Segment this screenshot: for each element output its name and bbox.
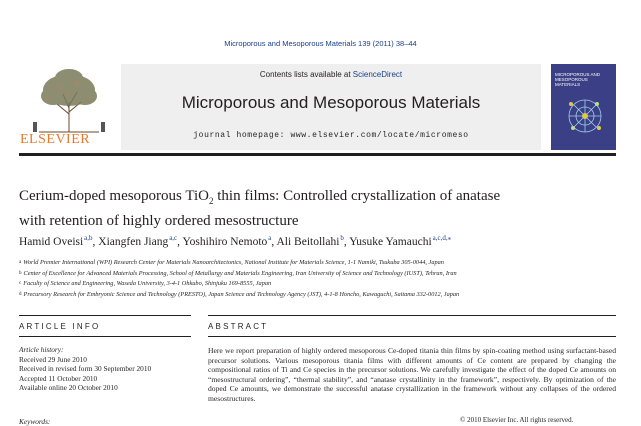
journal-cover-thumbnail[interactable] bbox=[551, 64, 616, 150]
journal-title: Microporous and Mesoporous Materials bbox=[181, 93, 481, 112]
author-separator: , bbox=[343, 235, 350, 248]
history-revised: Received in revised form 30 September 2010 bbox=[19, 364, 152, 374]
affiliation-mark: b bbox=[19, 270, 22, 276]
affiliation-item bbox=[19, 258, 619, 269]
author-affiliation-marks[interactable]: b bbox=[340, 234, 344, 242]
abstract-top-rule bbox=[208, 315, 616, 316]
abstract-text: Here we report preparation of highly ordered mesoporous Ce-doped titania thin films by spin-coating method using surfactant-based precursor solutions. Various mesoporous titania films with different amounts of Ce content are prepared by changing the compositional ratios of Ti and Ce species in the precursor solutions. We carefully investigate the effect of the doped Ce amounts on “mesostructural ordering”, “thermal stability”, and “anatase crystallinity in the framework”, respectively. By optimization of the doped Ce amounts, we demonstrate the successful anatase crystallization in the framework without any collapses of the ordered mesostructures. bbox=[208, 346, 616, 403]
contents-availability bbox=[121, 70, 541, 79]
cover-art-icon bbox=[551, 64, 616, 150]
affiliation-item bbox=[19, 269, 619, 280]
history-label: Article history: bbox=[19, 345, 64, 354]
author-name: Hamid Oveisi bbox=[19, 235, 84, 248]
author-name: Yoshihiro Nemoto bbox=[182, 235, 268, 248]
affiliation-text: Faculty of Science and Engineering, Waseda University, 3-4-1 Ohkubo, Shinjuku 169-8555, Japan bbox=[23, 280, 272, 287]
elsevier-wordmark: ELSEVIER bbox=[20, 132, 91, 147]
affiliation-mark: d bbox=[19, 291, 22, 297]
author-name: Ali Beitollahi bbox=[276, 235, 340, 248]
affiliation-text: World Premier International (WPI) Research Center for Materials Nanoarchitectonics, National Institute for Materials Science, 1-1 Namiki, Tsukuba 305-0044, Japan bbox=[23, 259, 444, 266]
author-name: Yusuke Yamauchi bbox=[349, 235, 432, 248]
affiliation-mark: c bbox=[19, 281, 22, 286]
title-part-2: thin films: Controlled crystallization of anatase bbox=[213, 188, 501, 204]
history-accepted: Accepted 11 October 2010 bbox=[19, 373, 98, 383]
author[interactable] bbox=[19, 236, 93, 248]
author[interactable] bbox=[183, 236, 272, 248]
article-info-heading: ARTICLE INFO bbox=[19, 322, 101, 331]
author-affiliation-marks[interactable]: a,c,d,⁎ bbox=[432, 234, 452, 242]
history-received: Received 29 June 2010 bbox=[19, 354, 87, 364]
journal-header-panel bbox=[121, 64, 541, 150]
homepage-link[interactable]: www.elsevier.com/locate/micromeso bbox=[290, 131, 469, 140]
affiliation-mark: a bbox=[19, 260, 22, 265]
abstract-heading: ABSTRACT bbox=[208, 322, 269, 331]
author[interactable] bbox=[349, 236, 451, 248]
title-subscript: 2 bbox=[209, 196, 214, 206]
author[interactable] bbox=[276, 236, 343, 248]
author[interactable] bbox=[98, 236, 177, 248]
affiliation-item bbox=[19, 290, 619, 301]
article-info-heading-rule bbox=[19, 336, 191, 337]
journal-citation[interactable]: Microporous and Mesoporous Materials 139 (2011) 38–44 bbox=[224, 39, 417, 48]
author-separator: , bbox=[271, 235, 277, 248]
homepage-prefix: journal homepage: bbox=[193, 131, 291, 140]
sciencedirect-link[interactable]: ScienceDirect bbox=[352, 70, 403, 79]
banner-divider bbox=[19, 153, 616, 156]
author-affiliation-marks[interactable]: a bbox=[268, 234, 272, 242]
article-title bbox=[19, 186, 619, 231]
elsevier-logo[interactable] bbox=[19, 64, 119, 150]
journal-banner bbox=[19, 64, 616, 154]
author-affiliation-marks[interactable]: a,b bbox=[84, 234, 93, 242]
contents-prefix: Contents lists available at bbox=[259, 70, 353, 79]
author-separator: , bbox=[177, 235, 183, 248]
elsevier-tree-icon bbox=[19, 64, 119, 134]
affiliation-text: Precursory Research for Embryonic Science and Technology (PRESTO), Japan Science and Technology Agency (JST), 4-1-8 Honcho, Kawaguchi, Saitama 332-0012, Japan bbox=[23, 290, 460, 298]
title-part-1: Cerium-doped mesoporous TiO bbox=[19, 188, 210, 204]
article-history bbox=[19, 345, 191, 393]
history-online: Available online 20 October 2010 bbox=[19, 383, 118, 393]
author-name: Xiangfen Jiang bbox=[98, 235, 169, 248]
author-affiliation-marks[interactable]: a,c bbox=[169, 234, 178, 242]
keywords-label: Keywords: bbox=[19, 417, 51, 426]
author-separator: , bbox=[92, 235, 99, 248]
affiliation-item bbox=[19, 279, 619, 290]
journal-homepage bbox=[121, 131, 541, 140]
affiliations bbox=[19, 258, 619, 300]
author-list bbox=[19, 234, 619, 248]
cover-title: MICROPOROUS AND MESOPOROUS MATERIALS bbox=[555, 72, 601, 87]
abstract-heading-rule bbox=[208, 336, 616, 337]
copyright-notice: © 2010 Elsevier Inc. All rights reserved. bbox=[460, 416, 574, 424]
affiliation-text: Center of Excellence for Advanced Materials Processing, School of Metallurgy and Materials Engineering, Iran University of Science and Technology (IUST), Tehran, Iran bbox=[23, 269, 457, 277]
title-line-2: with retention of highly ordered mesostructure bbox=[19, 213, 299, 229]
article-info-top-rule bbox=[19, 315, 191, 316]
